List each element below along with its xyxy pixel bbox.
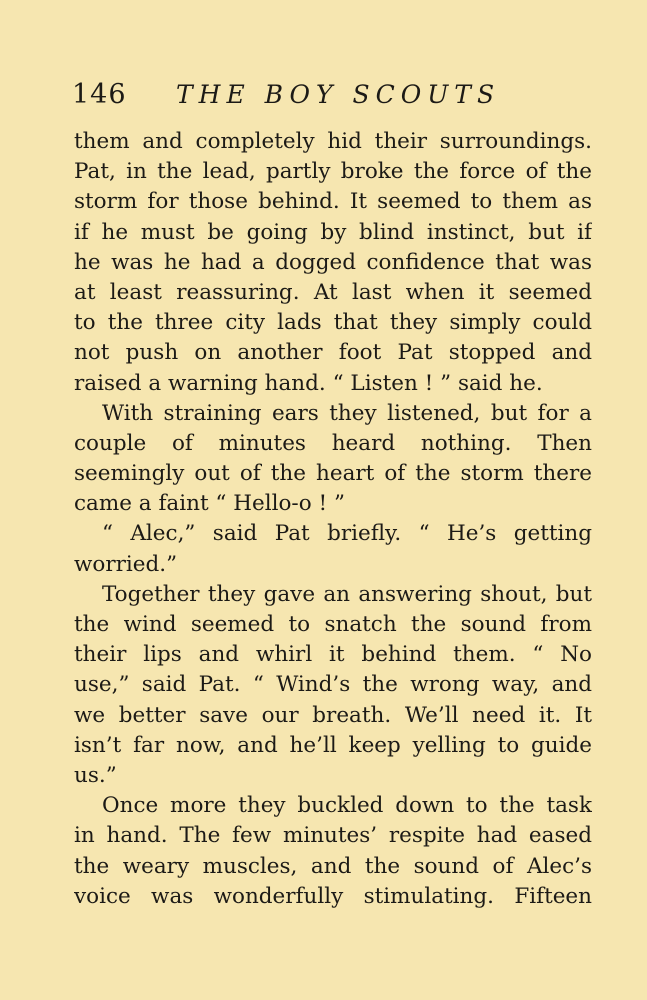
text-line: not push on another foot Pat stopped and [74, 340, 592, 366]
text-line: Once more they buckled down to the task [102, 793, 592, 819]
text-line: them and completely hid their surroundings. [74, 129, 592, 154]
text-line: we better save our breath. We’ll need it. It [74, 702, 592, 728]
text-line: Together they gave an answering shout, but [102, 581, 592, 607]
text-line: he was he had a dogged confidence that was [74, 249, 592, 275]
text-line: “ Alec,” said Pat briefly. “ He’s getting [102, 521, 592, 547]
page-number: 146 [72, 79, 127, 110]
running-title: THE BOY SCOUTS [176, 80, 501, 109]
text-line: raised a warning hand. “ Listen ! ” said he. [74, 370, 543, 396]
text-line: in hand. The few minutes’ respite had eased [74, 823, 592, 849]
text-line: the wind seemed to snatch the sound from [74, 612, 592, 637]
text-line: the weary muscles, and the sound of Alec’s [74, 853, 592, 879]
body-text [74, 127, 592, 912]
text-line: worried.” [74, 551, 178, 577]
text-line: voice was wonderfully stimulating. Fifteen [74, 883, 592, 909]
text-line: couple of minutes heard nothing. Then [74, 430, 592, 456]
text-line: us.” [74, 762, 117, 788]
text-line: storm for those behind. It seemed to them as [74, 189, 592, 215]
running-head [72, 78, 592, 112]
text-line: use,” said Pat. “ Wind’s the wrong way, and [74, 672, 592, 698]
text-line: isn’t far now, and he’ll keep yelling to guide [74, 732, 592, 758]
text-line: came a faint “ Hello-o ! ” [74, 491, 345, 517]
text-line: at least reassuring. At last when it seemed [74, 279, 592, 305]
text-line: With straining ears they listened, but for a [102, 400, 592, 426]
text-line: to the three city lads that they simply could [74, 310, 592, 336]
text-line: if he must be going by blind instinct, but if [74, 219, 592, 245]
text-line: their lips and whirl it behind them. “ No [74, 642, 592, 668]
text-line: Pat, in the lead, partly broke the force of the [74, 159, 592, 185]
text-line: seemingly out of the heart of the storm there [74, 461, 592, 487]
